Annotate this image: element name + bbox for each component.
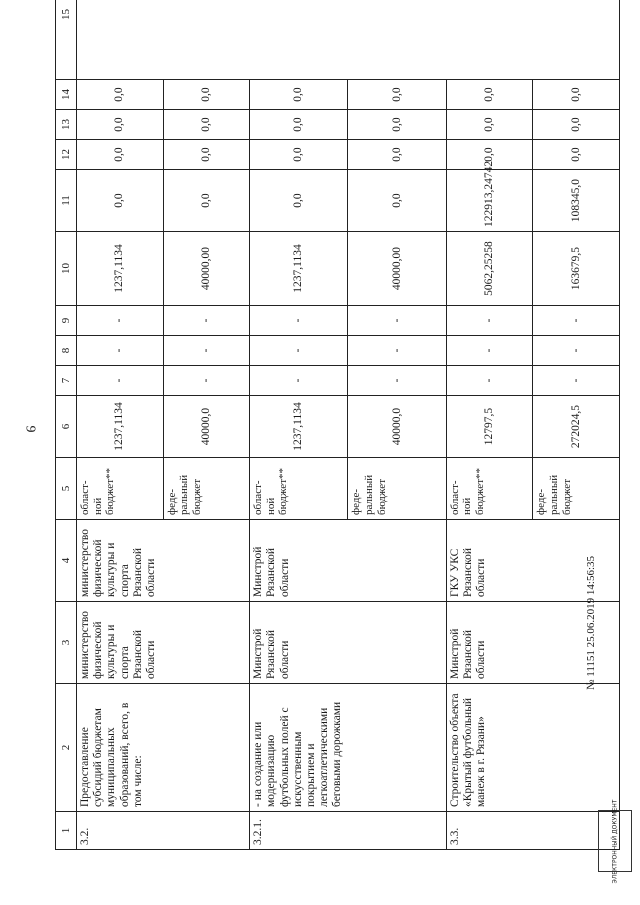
header-cell: 11 xyxy=(56,170,77,232)
header-cell: 6 xyxy=(56,396,77,458)
cell-c11: 0,0 xyxy=(250,170,348,232)
table-row xyxy=(250,0,348,850)
cell-c12: 0,0 xyxy=(163,140,250,170)
cell-c10: 1237,1134 xyxy=(77,232,164,306)
cell-c14: 0,0 xyxy=(77,80,164,110)
header-cell: 7 xyxy=(56,366,77,396)
cell-c7: - xyxy=(446,366,533,396)
row-description: Предоставление субсидий бюджетам муниципальных образований, всего, в том числе: xyxy=(77,684,250,812)
row-source: област- ной бюджет** xyxy=(250,458,348,520)
row-source: област- ной бюджет** xyxy=(446,458,533,520)
electronic-stamp xyxy=(598,799,632,883)
cell-c9: - xyxy=(348,306,446,336)
row-description: - на создание или модернизацию футбольных полей с искусственным покрытием и легкоатлетическими беговыми дорожками xyxy=(250,684,447,812)
row-id: 3.3. xyxy=(446,812,619,850)
cell-c11: 108345,0 xyxy=(533,170,620,232)
cell-c13: 0,0 xyxy=(77,110,164,140)
row-source: феде- ральный бюджет xyxy=(163,458,250,520)
cell-c7: - xyxy=(348,366,446,396)
row-customer: Минстрой Рязанской области xyxy=(446,602,619,684)
cell-c7: - xyxy=(163,366,250,396)
stamp-label: ЭЛЕКТРОННЫЙ ДОКУМЕНТ xyxy=(611,799,619,883)
cell-c8: - xyxy=(77,336,164,366)
cell-c14: 0,0 xyxy=(250,80,348,110)
cell-c14: 0,0 xyxy=(163,80,250,110)
header-cell: 5 xyxy=(56,458,77,520)
cell-c9: - xyxy=(250,306,348,336)
cell-c11: 0,0 xyxy=(163,170,250,232)
cell-c13: 0,0 xyxy=(533,110,620,140)
header-cell: 12 xyxy=(56,140,77,170)
cell-c12: 0,0 xyxy=(533,140,620,170)
cell-c13: 0,0 xyxy=(446,110,533,140)
row-id: 3.2.1. xyxy=(250,812,447,850)
cell-c11: 0,0 xyxy=(77,170,164,232)
row-customer: Минстрой Рязанской области xyxy=(250,602,447,684)
cell-c10: 40000,00 xyxy=(348,232,446,306)
header-cell: 9 xyxy=(56,306,77,336)
cell-c14: 0,0 xyxy=(348,80,446,110)
cell-c9: - xyxy=(163,306,250,336)
cell-total: 40000,0 xyxy=(163,396,250,458)
header-cell: 2 xyxy=(56,684,77,812)
cell-c7: - xyxy=(250,366,348,396)
table-row xyxy=(446,0,533,850)
header-cell: 15 xyxy=(56,0,77,80)
cell-c11: 122913,24742 xyxy=(446,170,533,232)
cell-c10: 1237,1134 xyxy=(250,232,348,306)
cell-c10: 163679,5 xyxy=(533,232,620,306)
header-cell: 1 xyxy=(56,812,77,850)
cell-c8: - xyxy=(163,336,250,366)
table-stage xyxy=(55,9,620,850)
registration-footer: № 11151 25.06.2019 14:56:35 xyxy=(585,555,597,690)
page-number: 9 xyxy=(22,425,38,433)
row-source: феде- ральный бюджет xyxy=(533,458,620,520)
header-cell: 8 xyxy=(56,336,77,366)
row-description: Строительство объекта «Крытый футбольный манеж в г. Рязани» xyxy=(446,684,619,812)
row-customer: министерство физической культуры и спорта Рязанской области xyxy=(77,602,250,684)
cell-c11: 0,0 xyxy=(348,170,446,232)
cell-total: 12797,5 xyxy=(446,396,533,458)
cell-c12: 0,0 xyxy=(348,140,446,170)
cell-c8: - xyxy=(533,336,620,366)
row-executor: Минстрой Рязанской области xyxy=(250,520,447,602)
cell-c15 xyxy=(77,0,620,80)
cell-c7: - xyxy=(533,366,620,396)
header-row xyxy=(56,0,77,850)
cell-c8: - xyxy=(446,336,533,366)
row-executor: министерство физической культуры и спорта Рязанской области xyxy=(77,520,250,602)
row-source: област- ной бюджет** xyxy=(77,458,164,520)
cell-c10: 5062,25258 xyxy=(446,232,533,306)
row-id: 3.2. xyxy=(77,812,250,850)
row-executor: ГКУ УКС Рязанской области xyxy=(446,520,619,602)
header-cell: 10 xyxy=(56,232,77,306)
cell-total: 272024,5 xyxy=(533,396,620,458)
cell-total: 40000,0 xyxy=(348,396,446,458)
header-cell: 3 xyxy=(56,602,77,684)
header-cell: 14 xyxy=(56,80,77,110)
cell-c13: 0,0 xyxy=(250,110,348,140)
budget-table xyxy=(55,0,620,850)
table-row xyxy=(77,0,164,850)
cell-total: 1237,1134 xyxy=(77,396,164,458)
cell-c13: 0,0 xyxy=(348,110,446,140)
cell-c12: 0,0 xyxy=(446,140,533,170)
cell-c9: - xyxy=(446,306,533,336)
cell-c12: 0,0 xyxy=(250,140,348,170)
cell-c9: - xyxy=(77,306,164,336)
cell-c9: - xyxy=(533,306,620,336)
cell-c8: - xyxy=(250,336,348,366)
cell-c8: - xyxy=(348,336,446,366)
header-cell: 4 xyxy=(56,520,77,602)
cell-c14: 0,0 xyxy=(533,80,620,110)
rotated-sheet xyxy=(55,9,620,850)
cell-c7: - xyxy=(77,366,164,396)
cell-c10: 40000,00 xyxy=(163,232,250,306)
header-cell: 13 xyxy=(56,110,77,140)
row-source: феде- ральный бюджет xyxy=(348,458,446,520)
cell-c14: 0,0 xyxy=(446,80,533,110)
cell-c13: 0,0 xyxy=(163,110,250,140)
cell-total: 1237,1134 xyxy=(250,396,348,458)
cell-c12: 0,0 xyxy=(77,140,164,170)
